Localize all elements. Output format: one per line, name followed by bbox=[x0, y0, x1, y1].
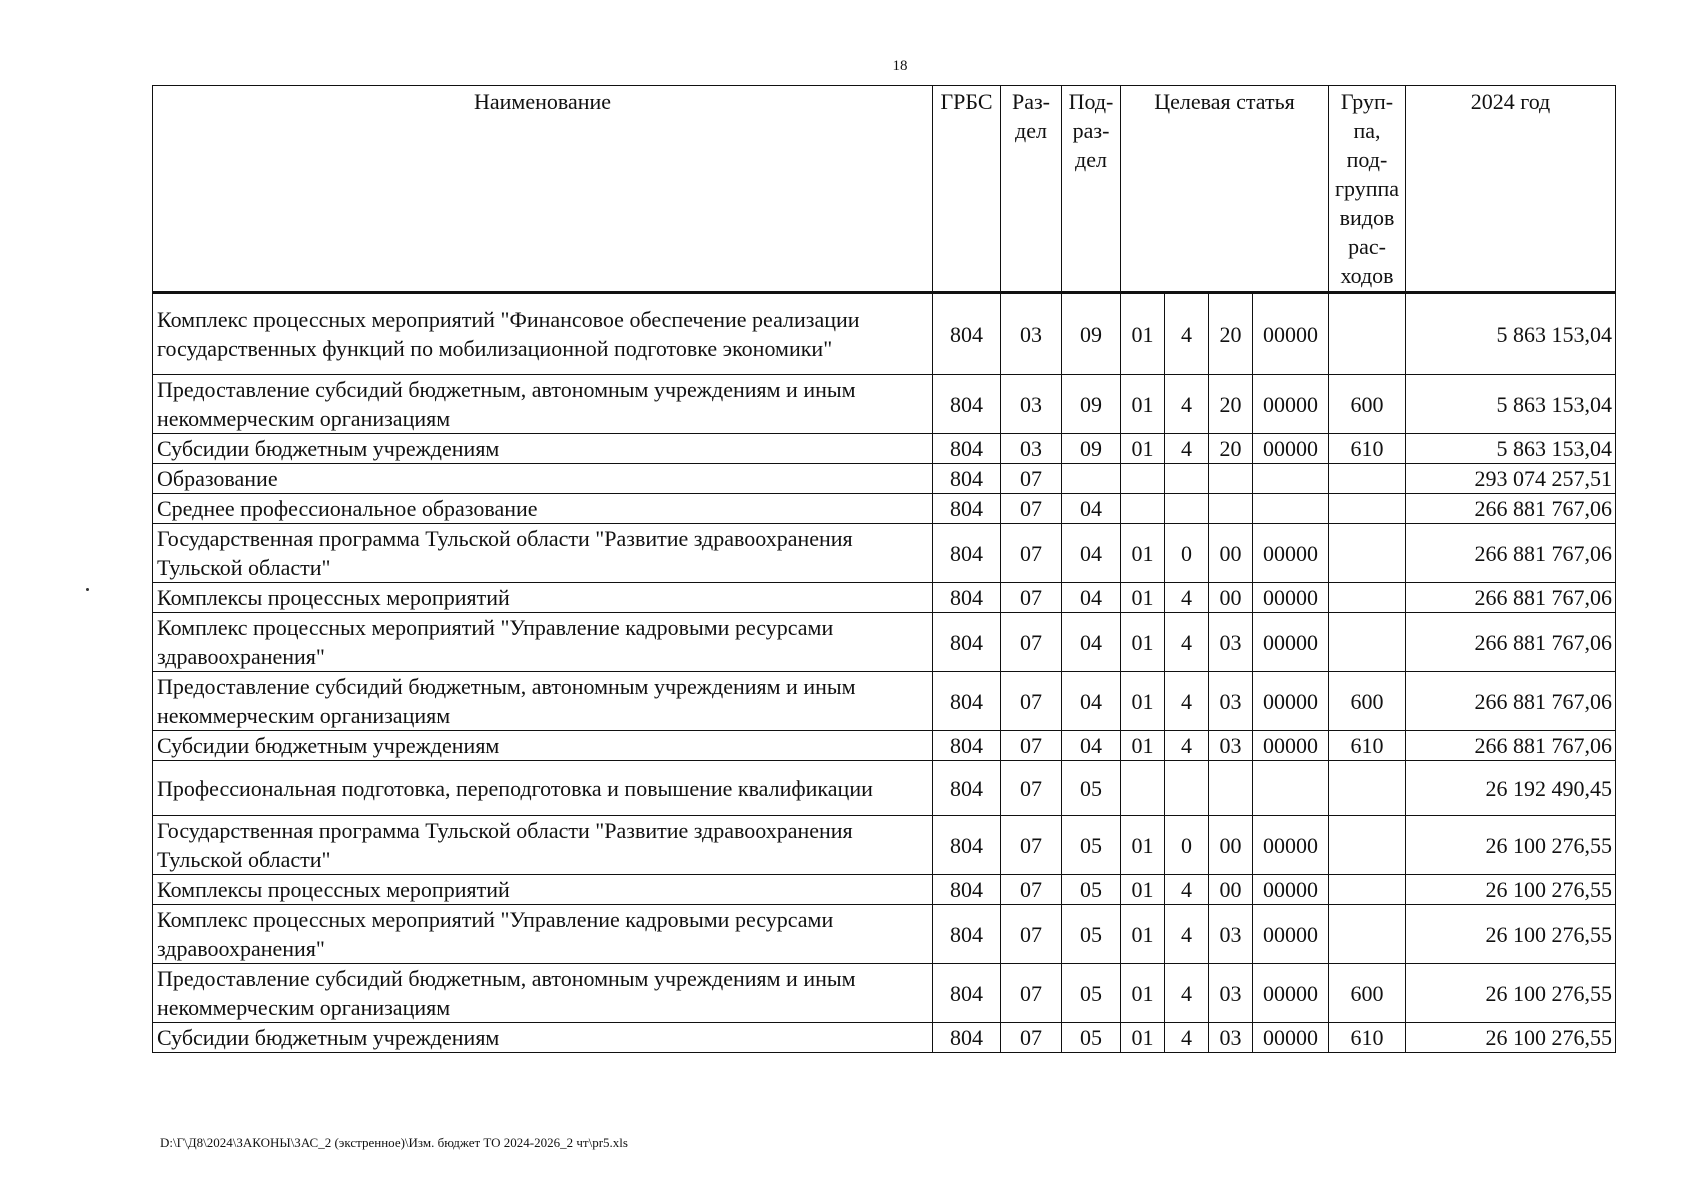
row-target-program: 01 bbox=[1121, 524, 1165, 583]
row-name: Государственная программа Тульской области "Развитие здравоохранения Тульской области" bbox=[153, 816, 933, 875]
row-target-type bbox=[1165, 761, 1209, 816]
table-row bbox=[153, 613, 1616, 672]
header-grbs: ГРБС bbox=[933, 86, 1001, 293]
row-expense-group bbox=[1329, 761, 1406, 816]
row-target-direction: 00000 bbox=[1253, 293, 1329, 375]
row-grbs: 804 bbox=[933, 434, 1001, 464]
row-target-type: 4 bbox=[1165, 434, 1209, 464]
header-expense-group: Груп- па, под- группа видов рас- ходов bbox=[1329, 86, 1406, 293]
row-target-complex: 20 bbox=[1209, 434, 1253, 464]
row-target-direction: 00000 bbox=[1253, 613, 1329, 672]
row-target-type: 4 bbox=[1165, 875, 1209, 905]
header-name: Наименование bbox=[153, 86, 933, 293]
table-row bbox=[153, 875, 1616, 905]
row-target-direction: 00000 bbox=[1253, 905, 1329, 964]
row-podrazdel: 05 bbox=[1062, 761, 1121, 816]
row-name: Предоставление субсидий бюджетным, автономным учреждениям и иным некоммерческим организациям bbox=[153, 672, 933, 731]
row-grbs: 804 bbox=[933, 494, 1001, 524]
row-target-type bbox=[1165, 464, 1209, 494]
row-podrazdel: 05 bbox=[1062, 1023, 1121, 1053]
row-target-complex: 00 bbox=[1209, 875, 1253, 905]
row-target-direction bbox=[1253, 464, 1329, 494]
row-target-direction: 00000 bbox=[1253, 1023, 1329, 1053]
row-expense-group bbox=[1329, 464, 1406, 494]
row-podrazdel: 05 bbox=[1062, 964, 1121, 1023]
table-row bbox=[153, 905, 1616, 964]
row-target-program bbox=[1121, 761, 1165, 816]
row-target-type: 4 bbox=[1165, 964, 1209, 1023]
row-razdel: 07 bbox=[1001, 583, 1062, 613]
header-razdel: Раз- дел bbox=[1001, 86, 1062, 293]
row-target-program: 01 bbox=[1121, 672, 1165, 731]
row-target-program: 01 bbox=[1121, 905, 1165, 964]
row-target-type: 4 bbox=[1165, 293, 1209, 375]
row-grbs: 804 bbox=[933, 613, 1001, 672]
row-razdel: 07 bbox=[1001, 613, 1062, 672]
row-name: Предоставление субсидий бюджетным, автономным учреждениям и иным некоммерческим организациям bbox=[153, 964, 933, 1023]
row-name: Субсидии бюджетным учреждениям bbox=[153, 1023, 933, 1053]
row-target-complex: 03 bbox=[1209, 672, 1253, 731]
table-row bbox=[153, 464, 1616, 494]
row-razdel: 07 bbox=[1001, 964, 1062, 1023]
row-target-direction bbox=[1253, 761, 1329, 816]
row-amount-2024: 5 863 153,04 bbox=[1406, 375, 1616, 434]
row-name: Комплекс процессных мероприятий "Управление кадровыми ресурсами здравоохранения" bbox=[153, 905, 933, 964]
row-amount-2024: 5 863 153,04 bbox=[1406, 293, 1616, 375]
row-grbs: 804 bbox=[933, 875, 1001, 905]
row-target-direction: 00000 bbox=[1253, 964, 1329, 1023]
row-target-type: 4 bbox=[1165, 905, 1209, 964]
row-target-complex: 03 bbox=[1209, 1023, 1253, 1053]
file-path-footer: D:\Г\Д8\2024\ЗАКОНЫ\ЗАС_2 (экстренное)\Изм. бюджет ТО 2024-2026_2 чт\pr5.xls bbox=[160, 1135, 628, 1150]
table-row bbox=[153, 761, 1616, 816]
row-podrazdel: 04 bbox=[1062, 524, 1121, 583]
row-target-program: 01 bbox=[1121, 375, 1165, 434]
row-amount-2024: 26 192 490,45 bbox=[1406, 761, 1616, 816]
row-amount-2024: 26 100 276,55 bbox=[1406, 875, 1616, 905]
row-razdel: 07 bbox=[1001, 494, 1062, 524]
row-target-program: 01 bbox=[1121, 875, 1165, 905]
row-name: Предоставление субсидий бюджетным, автономным учреждениям и иным некоммерческим организациям bbox=[153, 375, 933, 434]
row-target-direction: 00000 bbox=[1253, 672, 1329, 731]
table-row bbox=[153, 375, 1616, 434]
row-target-type: 4 bbox=[1165, 583, 1209, 613]
table-row bbox=[153, 524, 1616, 583]
row-target-complex: 03 bbox=[1209, 731, 1253, 761]
table-row bbox=[153, 434, 1616, 464]
row-grbs: 804 bbox=[933, 1023, 1001, 1053]
row-target-direction: 00000 bbox=[1253, 583, 1329, 613]
table-row bbox=[153, 672, 1616, 731]
row-razdel: 07 bbox=[1001, 524, 1062, 583]
row-target-type: 4 bbox=[1165, 1023, 1209, 1053]
row-expense-group bbox=[1329, 875, 1406, 905]
table-row bbox=[153, 816, 1616, 875]
row-razdel: 03 bbox=[1001, 293, 1062, 375]
row-grbs: 804 bbox=[933, 816, 1001, 875]
header-year-2024: 2024 год bbox=[1406, 86, 1616, 293]
row-razdel: 03 bbox=[1001, 434, 1062, 464]
row-expense-group bbox=[1329, 613, 1406, 672]
scan-speck bbox=[86, 588, 89, 591]
row-target-complex: 20 bbox=[1209, 293, 1253, 375]
row-podrazdel: 04 bbox=[1062, 583, 1121, 613]
row-target-complex: 03 bbox=[1209, 964, 1253, 1023]
row-target-complex bbox=[1209, 494, 1253, 524]
row-razdel: 07 bbox=[1001, 464, 1062, 494]
row-target-program: 01 bbox=[1121, 434, 1165, 464]
table-row bbox=[153, 494, 1616, 524]
row-target-type: 4 bbox=[1165, 375, 1209, 434]
row-grbs: 804 bbox=[933, 964, 1001, 1023]
row-expense-group: 610 bbox=[1329, 434, 1406, 464]
row-grbs: 804 bbox=[933, 583, 1001, 613]
row-target-type: 4 bbox=[1165, 672, 1209, 731]
row-target-program: 01 bbox=[1121, 1023, 1165, 1053]
row-expense-group: 600 bbox=[1329, 672, 1406, 731]
row-amount-2024: 26 100 276,55 bbox=[1406, 1023, 1616, 1053]
row-name: Комплекс процессных мероприятий "Управление кадровыми ресурсами здравоохранения" bbox=[153, 613, 933, 672]
row-podrazdel: 04 bbox=[1062, 494, 1121, 524]
row-grbs: 804 bbox=[933, 905, 1001, 964]
budget-table bbox=[152, 85, 1616, 1053]
row-razdel: 07 bbox=[1001, 816, 1062, 875]
row-amount-2024: 26 100 276,55 bbox=[1406, 905, 1616, 964]
row-expense-group: 600 bbox=[1329, 964, 1406, 1023]
row-expense-group: 610 bbox=[1329, 1023, 1406, 1053]
row-target-direction bbox=[1253, 494, 1329, 524]
row-podrazdel: 04 bbox=[1062, 731, 1121, 761]
row-podrazdel: 05 bbox=[1062, 816, 1121, 875]
row-grbs: 804 bbox=[933, 375, 1001, 434]
row-grbs: 804 bbox=[933, 464, 1001, 494]
row-amount-2024: 266 881 767,06 bbox=[1406, 583, 1616, 613]
row-target-type: 4 bbox=[1165, 613, 1209, 672]
row-target-type bbox=[1165, 494, 1209, 524]
row-expense-group bbox=[1329, 905, 1406, 964]
row-amount-2024: 26 100 276,55 bbox=[1406, 964, 1616, 1023]
row-name: Образование bbox=[153, 464, 933, 494]
row-expense-group bbox=[1329, 293, 1406, 375]
row-target-complex: 03 bbox=[1209, 613, 1253, 672]
row-grbs: 804 bbox=[933, 672, 1001, 731]
row-grbs: 804 bbox=[933, 293, 1001, 375]
row-target-direction: 00000 bbox=[1253, 731, 1329, 761]
row-target-complex bbox=[1209, 464, 1253, 494]
row-target-program bbox=[1121, 464, 1165, 494]
row-target-program: 01 bbox=[1121, 731, 1165, 761]
table-row bbox=[153, 1023, 1616, 1053]
row-razdel: 07 bbox=[1001, 905, 1062, 964]
row-target-program bbox=[1121, 494, 1165, 524]
row-target-direction: 00000 bbox=[1253, 375, 1329, 434]
row-grbs: 804 bbox=[933, 731, 1001, 761]
row-amount-2024: 266 881 767,06 bbox=[1406, 613, 1616, 672]
table-row bbox=[153, 293, 1616, 375]
row-podrazdel: 04 bbox=[1062, 672, 1121, 731]
row-razdel: 07 bbox=[1001, 672, 1062, 731]
row-target-program: 01 bbox=[1121, 964, 1165, 1023]
row-target-complex: 20 bbox=[1209, 375, 1253, 434]
row-amount-2024: 5 863 153,04 bbox=[1406, 434, 1616, 464]
row-name: Комплексы процессных мероприятий bbox=[153, 875, 933, 905]
row-target-complex: 00 bbox=[1209, 816, 1253, 875]
row-target-direction: 00000 bbox=[1253, 875, 1329, 905]
row-target-complex: 00 bbox=[1209, 583, 1253, 613]
row-expense-group: 610 bbox=[1329, 731, 1406, 761]
row-target-type: 4 bbox=[1165, 731, 1209, 761]
row-target-program: 01 bbox=[1121, 816, 1165, 875]
row-amount-2024: 293 074 257,51 bbox=[1406, 464, 1616, 494]
row-razdel: 07 bbox=[1001, 1023, 1062, 1053]
row-name: Субсидии бюджетным учреждениям bbox=[153, 434, 933, 464]
row-razdel: 07 bbox=[1001, 731, 1062, 761]
row-target-type: 0 bbox=[1165, 816, 1209, 875]
row-podrazdel: 09 bbox=[1062, 293, 1121, 375]
table-row bbox=[153, 964, 1616, 1023]
row-podrazdel: 09 bbox=[1062, 375, 1121, 434]
row-amount-2024: 266 881 767,06 bbox=[1406, 731, 1616, 761]
row-podrazdel: 05 bbox=[1062, 905, 1121, 964]
row-name: Среднее профессиональное образование bbox=[153, 494, 933, 524]
row-amount-2024: 266 881 767,06 bbox=[1406, 524, 1616, 583]
row-target-program: 01 bbox=[1121, 583, 1165, 613]
row-podrazdel: 09 bbox=[1062, 434, 1121, 464]
row-razdel: 03 bbox=[1001, 375, 1062, 434]
row-expense-group bbox=[1329, 524, 1406, 583]
row-target-complex: 00 bbox=[1209, 524, 1253, 583]
row-podrazdel: 05 bbox=[1062, 875, 1121, 905]
row-razdel: 07 bbox=[1001, 875, 1062, 905]
row-name: Профессиональная подготовка, переподготовка и повышение квалификации bbox=[153, 761, 933, 816]
row-expense-group bbox=[1329, 494, 1406, 524]
row-name: Субсидии бюджетным учреждениям bbox=[153, 731, 933, 761]
row-name: Комплексы процессных мероприятий bbox=[153, 583, 933, 613]
header-target-article: Целевая статья bbox=[1121, 86, 1329, 293]
row-target-complex bbox=[1209, 761, 1253, 816]
header-podrazdel: Под- раз- дел bbox=[1062, 86, 1121, 293]
row-grbs: 804 bbox=[933, 524, 1001, 583]
row-grbs: 804 bbox=[933, 761, 1001, 816]
header-row bbox=[153, 86, 1616, 293]
row-name: Комплекс процессных мероприятий "Финансовое обеспечение реализации государственных функций по мобилизационной подготовке экономики" bbox=[153, 293, 933, 375]
row-target-type: 0 bbox=[1165, 524, 1209, 583]
row-podrazdel: 04 bbox=[1062, 613, 1121, 672]
page-number: 18 bbox=[892, 58, 908, 74]
row-expense-group: 600 bbox=[1329, 375, 1406, 434]
table-row bbox=[153, 583, 1616, 613]
row-podrazdel bbox=[1062, 464, 1121, 494]
table-body bbox=[153, 293, 1616, 1053]
row-razdel: 07 bbox=[1001, 761, 1062, 816]
row-target-direction: 00000 bbox=[1253, 816, 1329, 875]
row-target-program: 01 bbox=[1121, 613, 1165, 672]
row-target-program: 01 bbox=[1121, 293, 1165, 375]
row-target-direction: 00000 bbox=[1253, 434, 1329, 464]
row-amount-2024: 266 881 767,06 bbox=[1406, 494, 1616, 524]
row-amount-2024: 26 100 276,55 bbox=[1406, 816, 1616, 875]
table-row bbox=[153, 731, 1616, 761]
row-expense-group bbox=[1329, 816, 1406, 875]
row-name: Государственная программа Тульской области "Развитие здравоохранения Тульской области" bbox=[153, 524, 933, 583]
row-expense-group bbox=[1329, 583, 1406, 613]
row-target-complex: 03 bbox=[1209, 905, 1253, 964]
row-target-direction: 00000 bbox=[1253, 524, 1329, 583]
row-amount-2024: 266 881 767,06 bbox=[1406, 672, 1616, 731]
